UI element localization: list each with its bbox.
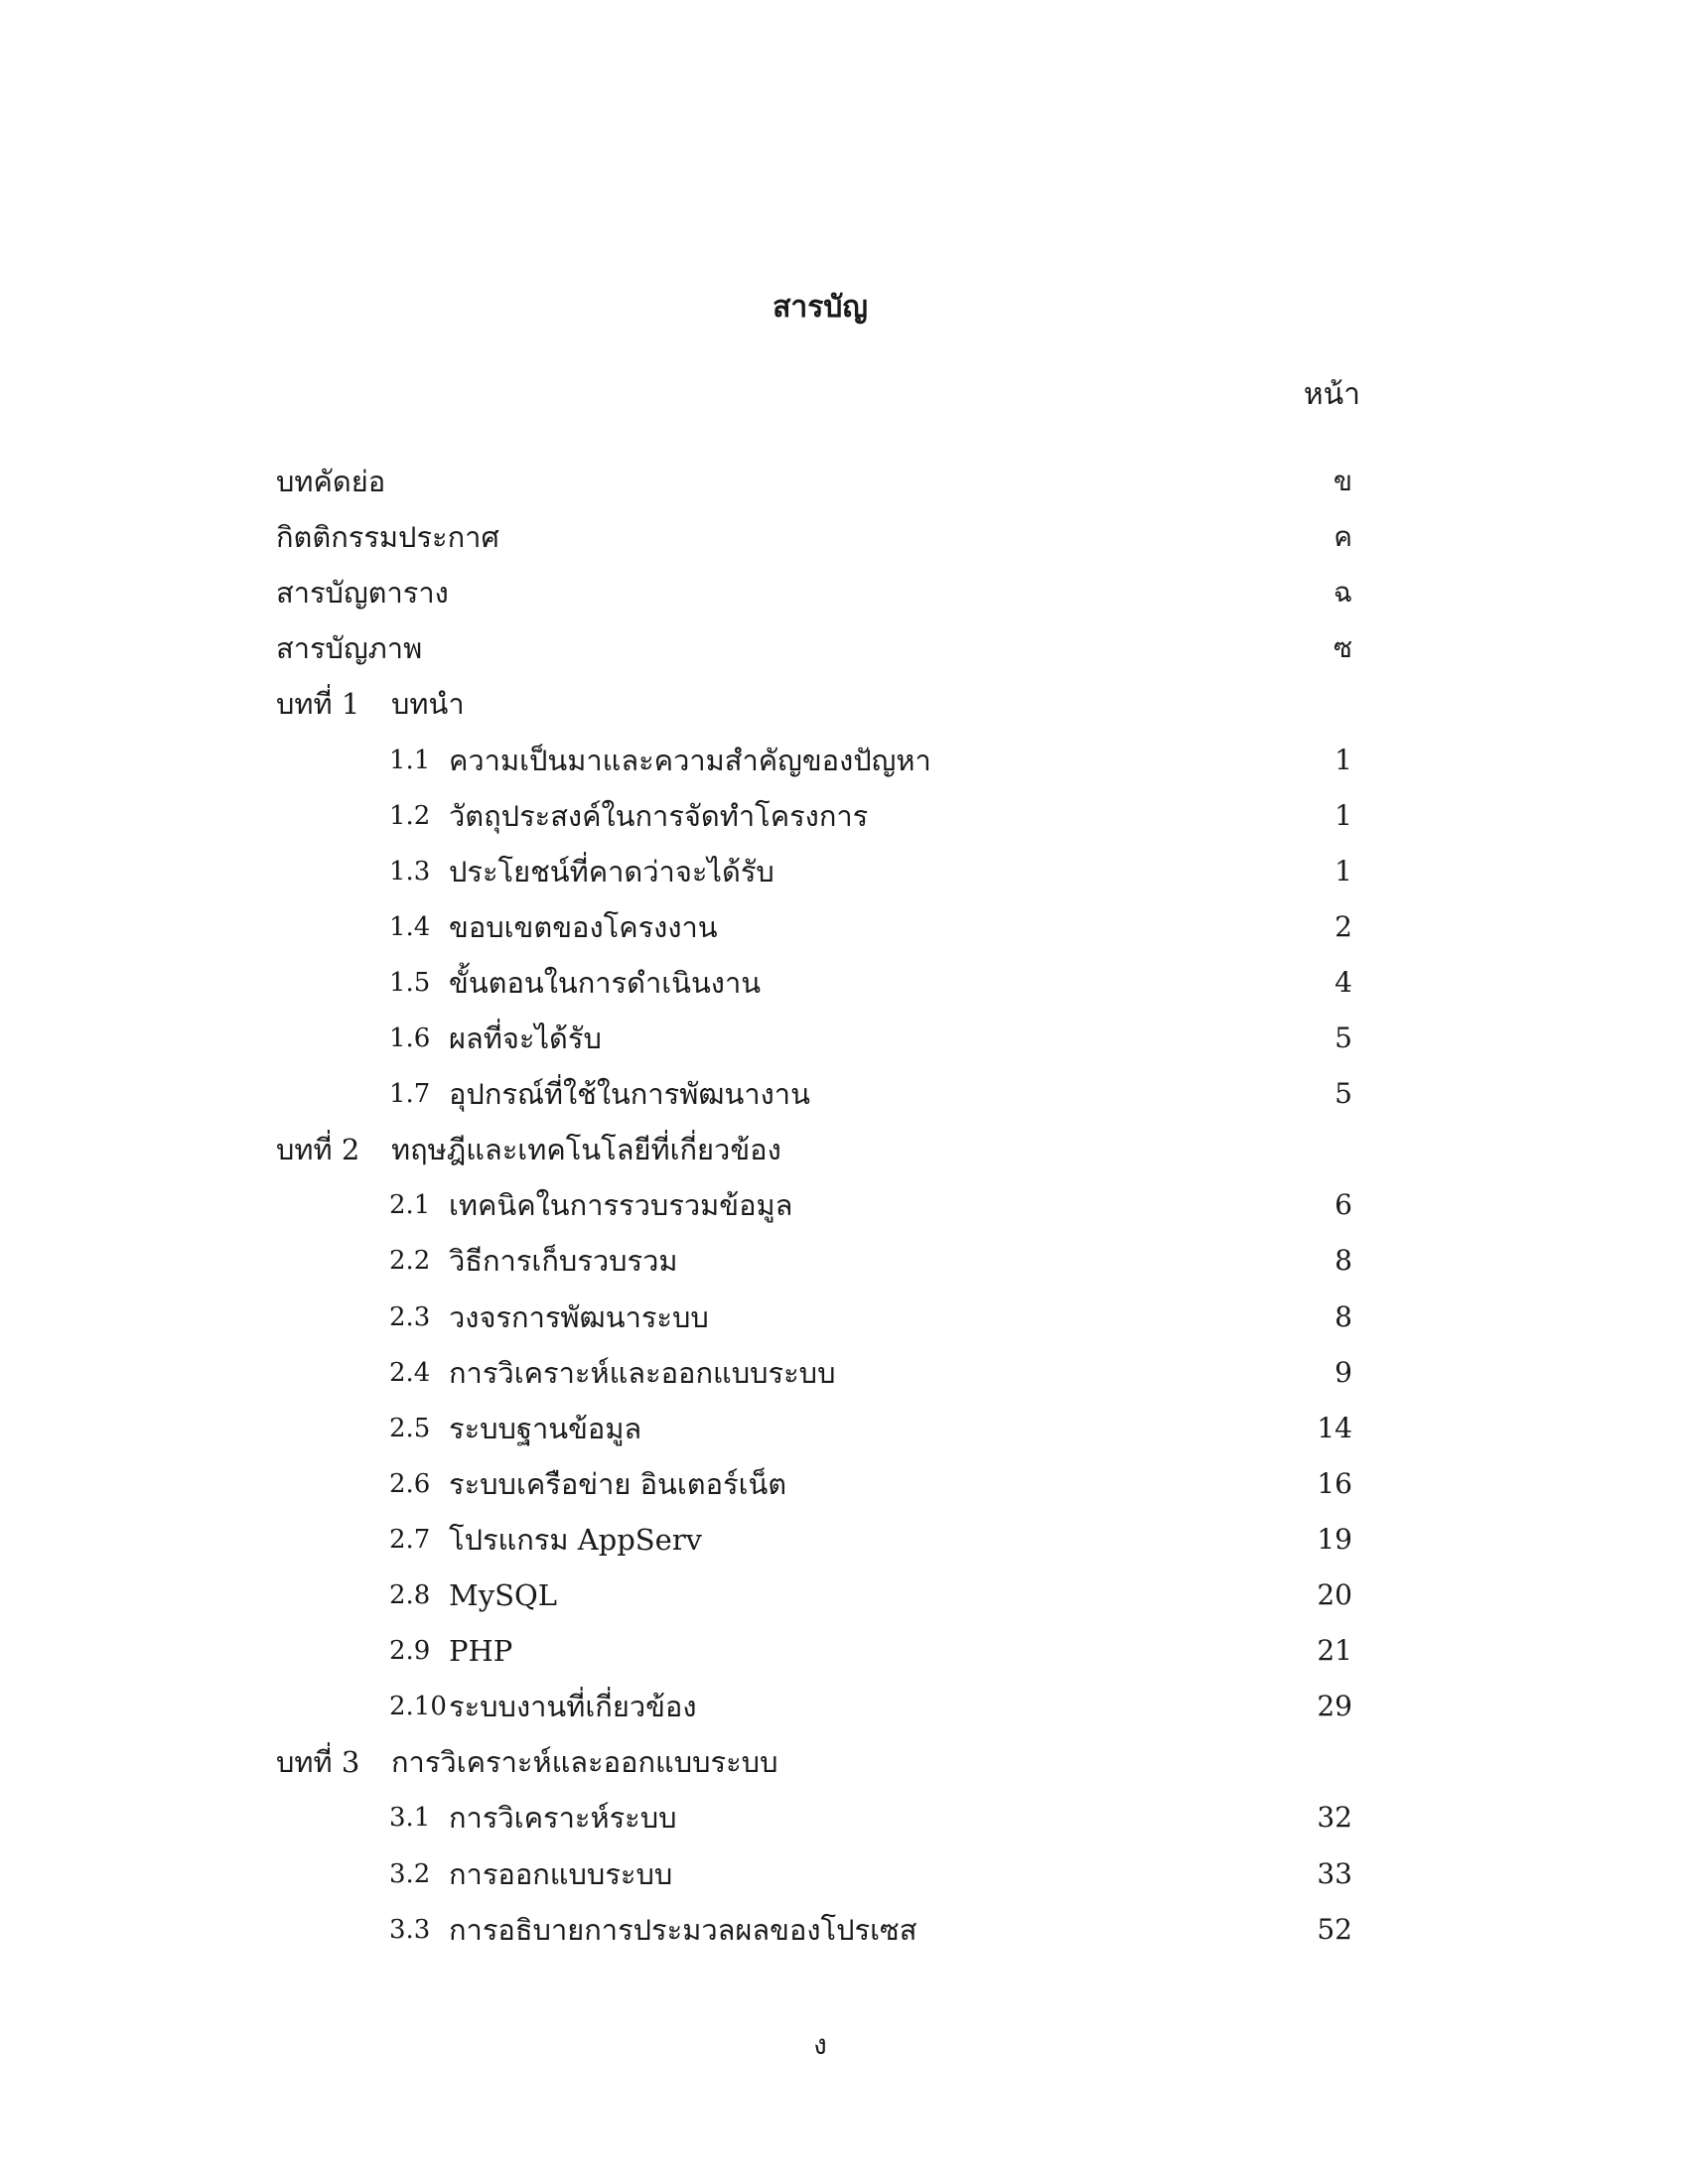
toc-section-number: 1.6: [389, 1024, 431, 1053]
toc-section-row: [0, 852, 1688, 891]
toc-section-number: 2.9: [389, 1636, 431, 1666]
toc-page-number: 1: [1335, 744, 1352, 776]
toc-section-number: 2.2: [389, 1246, 431, 1276]
toc-section-title: ขอบเขตของโครงงาน: [449, 910, 718, 944]
toc-section-title: ระบบฐานข้อมูล: [449, 1412, 642, 1445]
toc-section-number: 2.7: [389, 1525, 431, 1555]
toc-section-number: 2.4: [389, 1358, 431, 1388]
toc-section-number: 1.5: [389, 968, 431, 998]
toc-section-number: 2.8: [389, 1580, 431, 1610]
toc-section-title: โปรแกรม AppServ: [449, 1523, 703, 1557]
footer-page-number: ง: [813, 2028, 827, 2061]
toc-section-number: 2.5: [389, 1414, 431, 1443]
toc-section-title: การวิเคราะห์ระบบ: [449, 1801, 677, 1835]
toc-entry-label: กิตติกรรมประกาศ: [276, 520, 499, 554]
toc-section-row: [0, 907, 1688, 947]
toc-page-number: ซ: [1333, 631, 1352, 664]
toc-section-row: [0, 796, 1688, 836]
toc-page-number: 1: [1335, 799, 1352, 832]
toc-front-row: [0, 462, 1688, 501]
toc-section-title: ระบบเครือข่าย อินเตอร์เน็ต: [449, 1467, 787, 1501]
toc-page-number: 9: [1335, 1356, 1352, 1389]
toc-section-title: เทคนิคในการรวบรวมข้อมูล: [449, 1188, 793, 1222]
toc-section-title: การวิเคราะห์และออกแบบระบบ: [449, 1356, 836, 1390]
toc-page-number: 6: [1335, 1188, 1352, 1221]
toc-section-number: 2.3: [389, 1302, 431, 1332]
toc-section-number: 2.6: [389, 1469, 431, 1499]
toc-page-number: 8: [1335, 1300, 1352, 1333]
toc-page-number: 21: [1317, 1634, 1352, 1667]
toc-section-row: [0, 1687, 1688, 1726]
toc-section-number: 3.1: [389, 1803, 431, 1833]
toc-page-number: 2: [1335, 910, 1352, 943]
toc-section-number: 1.2: [389, 801, 431, 831]
page-column-header: หน้า: [1303, 377, 1360, 412]
toc-section-number: 2.1: [389, 1190, 431, 1220]
toc-entry-label: บทคัดย่อ: [276, 465, 386, 498]
toc-section-number: 3.2: [389, 1859, 431, 1889]
toc-page-number: 52: [1317, 1913, 1352, 1946]
toc-chapter-number: บทที่ 1: [276, 687, 360, 721]
toc-section-title: MySQL: [449, 1578, 557, 1612]
toc-page-number: 5: [1335, 1077, 1352, 1110]
toc-section-title: อุปกรณ์ที่ใช้ในการพัฒนางาน: [449, 1077, 810, 1111]
toc-page-number: 5: [1335, 1022, 1352, 1054]
toc-chapter-title: ทฤษฎีและเทคโนโลยีที่เกี่ยวข้อง: [391, 1133, 781, 1166]
toc-chapter-row: [0, 684, 1688, 724]
toc-section-row: [0, 1074, 1688, 1114]
toc-page-number: 4: [1335, 966, 1352, 999]
toc-section-title: วิธีการเก็บรวบรวม: [449, 1244, 678, 1278]
toc-page-number: 33: [1317, 1857, 1352, 1890]
toc-section-title: วงจรการพัฒนาระบบ: [449, 1300, 709, 1334]
toc-section-title: การอธิบายการประมวลผลของโปรเซส: [449, 1913, 917, 1947]
toc-section-number: 3.3: [389, 1915, 431, 1945]
toc-page-number: ค: [1334, 520, 1352, 553]
toc-page-number: 20: [1317, 1578, 1352, 1611]
toc-section-title: การออกแบบระบบ: [449, 1857, 673, 1891]
toc-section-title: ระบบงานที่เกี่ยวข้อง: [449, 1690, 697, 1723]
toc-page-number: 32: [1317, 1801, 1352, 1834]
page-title: สารบัญ: [773, 290, 868, 325]
toc-section-row: [0, 1575, 1688, 1615]
toc-page-number: ข: [1333, 465, 1352, 497]
toc-page-number: 8: [1335, 1244, 1352, 1277]
toc-section-row: [0, 1409, 1688, 1448]
toc-front-row: [0, 517, 1688, 557]
toc-front-row: [0, 628, 1688, 668]
toc-section-title: ผลที่จะได้รับ: [449, 1022, 602, 1055]
toc-section-title: ความเป็นมาและความสำคัญของปัญหา: [449, 744, 931, 777]
toc-section-row: [0, 1631, 1688, 1671]
toc-section-number: 1.4: [389, 912, 431, 942]
toc-chapter-title: บทนำ: [391, 687, 465, 721]
toc-section-row: [0, 1464, 1688, 1504]
toc-section-row: [0, 1520, 1688, 1560]
toc-section-row: [0, 1854, 1688, 1894]
toc-entry-label: สารบัญภาพ: [276, 631, 423, 665]
toc-page-number: 16: [1317, 1467, 1352, 1500]
toc-section-row: [0, 1353, 1688, 1393]
toc-section-row: [0, 1910, 1688, 1950]
toc-section-number: 1.3: [389, 857, 431, 887]
toc-section-row: [0, 1019, 1688, 1058]
toc-section-number: 2.10: [389, 1692, 447, 1721]
toc-section-number: 1.1: [389, 746, 431, 775]
toc-front-row: [0, 573, 1688, 613]
toc-section-title: PHP: [449, 1634, 513, 1668]
toc-section-number: 1.7: [389, 1079, 431, 1109]
toc-page-number: 14: [1317, 1412, 1352, 1444]
toc-chapter-row: [0, 1742, 1688, 1782]
toc-chapter-number: บทที่ 2: [276, 1133, 360, 1166]
toc-section-row: [0, 1185, 1688, 1225]
toc-entry-label: สารบัญตาราง: [276, 576, 449, 610]
toc-section-title: วัตถุประสงค์ในการจัดทำโครงการ: [449, 799, 869, 833]
toc-chapter-number: บทที่ 3: [276, 1745, 360, 1779]
toc-chapter-title: การวิเคราะห์และออกแบบระบบ: [391, 1745, 778, 1779]
toc-section-title: ขั้นตอนในการดำเนินงาน: [449, 966, 762, 1000]
toc-page-number: 29: [1317, 1690, 1352, 1722]
toc-section-title: ประโยชน์ที่คาดว่าจะได้รับ: [449, 855, 774, 888]
toc-chapter-row: [0, 1130, 1688, 1169]
toc-page-number: 19: [1317, 1523, 1352, 1556]
toc-page-number: ฉ: [1333, 576, 1352, 609]
toc-section-row: [0, 1798, 1688, 1838]
toc-section-row: [0, 1241, 1688, 1281]
toc-page-number: 1: [1335, 855, 1352, 887]
toc-section-row: [0, 1297, 1688, 1337]
toc-section-row: [0, 741, 1688, 780]
toc-section-row: [0, 963, 1688, 1003]
